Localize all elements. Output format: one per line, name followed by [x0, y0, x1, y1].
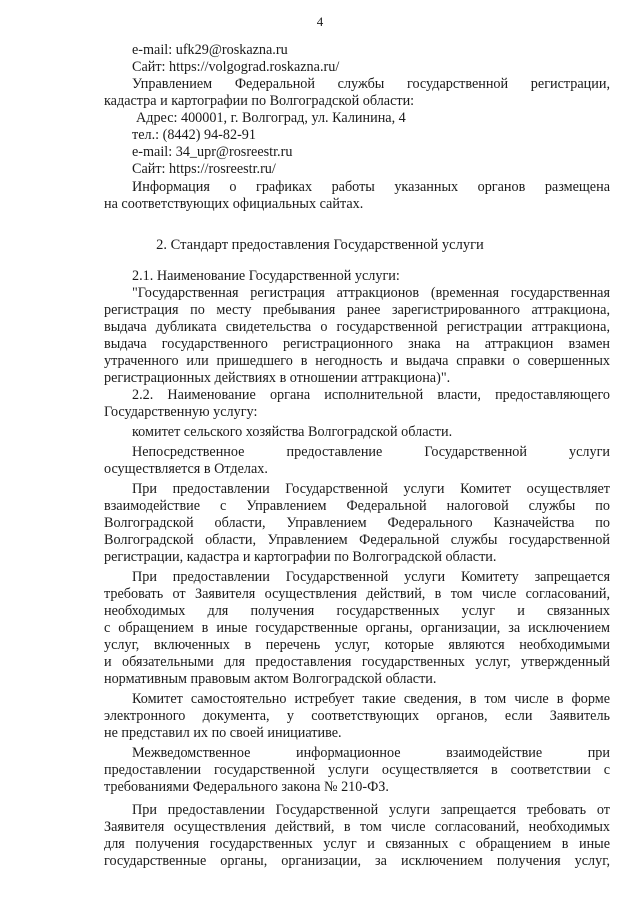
text-line: выдача дубликата свидетельства о государственной регистрации аттракциона, — [104, 319, 610, 335]
text-line: выдача государственного регистрационного знака на аттракцион взамен — [104, 336, 610, 352]
text-line: нормативным правовым актом Волгоградской области. — [104, 671, 437, 687]
text-line: предоставлении государственной услуги осуществляется в соответствии с — [104, 762, 610, 778]
text-line: требованиями Федерального закона № 210-ФЗ. — [104, 779, 389, 795]
text-line: необходимых для получения государственных услуг и связанных — [104, 603, 610, 619]
text-line: Государственную услугу: — [104, 404, 258, 420]
text-line: Управлением Федеральной службы государственной регистрации, — [132, 76, 610, 92]
text-line: 2.2. Наименование органа исполнительной власти, предоставляющего — [132, 387, 610, 403]
text-line: регистрация по месту пребывания ранее зарегистрированного аттракциона, — [104, 302, 610, 318]
text-line: не представил их по своей инициативе. — [104, 725, 342, 741]
text-line: Информация о графиках работы указанных органов размещена — [132, 179, 610, 195]
text-line: тел.: (8442) 94-82-91 — [132, 127, 256, 143]
text-line: Сайт: https://rosreestr.ru/ — [132, 161, 276, 177]
text-line: Волгоградской области, Управлением Федеральной службы государственной — [104, 532, 610, 548]
text-line: При предоставлении Государственной услуги запрещается требовать от — [132, 802, 610, 818]
text-line: кадастра и картографии по Волгоградской области: — [104, 93, 415, 109]
text-line: государственные органы, организации, за исключением получения услуг, — [104, 853, 610, 869]
text-line: осуществляется в Отделах. — [104, 461, 268, 477]
text-line: Непосредственное предоставление Государственной услуги — [132, 444, 610, 460]
text-line: электронного документа, у соответствующих органов, если Заявитель — [104, 708, 610, 724]
text-line: Межведомственное информационное взаимодействие при — [132, 745, 610, 761]
text-line: регистрационных действиях в отношении аттракциона)". — [104, 370, 451, 386]
text-line: e-mail: ufk29@roskazna.ru — [132, 42, 288, 58]
text-line: услуг, включенных в перечень услуг, которые являются необходимыми — [104, 637, 610, 653]
text-line: с обращением в иные государственные органы, организации, за исключением — [104, 620, 610, 636]
text-line: Заявителя осуществления действий, в том числе согласований, необходимых — [104, 819, 610, 835]
text-line: утраченного или пришедшего в негодность и выдача справки о совершенных — [104, 353, 610, 369]
text-line: и обязательными для предоставления государственных услуг, утвержденный — [104, 654, 610, 670]
text-line: Комитет самостоятельно истребует такие сведения, в том числе в форме — [132, 691, 610, 707]
text-line: e-mail: 34_upr@rosreestr.ru — [132, 144, 293, 160]
text-line: взаимодействие с Управлением Федеральной налоговой службы по — [104, 498, 610, 514]
text-line: "Государственная регистрация аттракционов (временная государственная — [132, 285, 610, 301]
page-number: 4 — [316, 14, 324, 29]
text-line: Сайт: https://volgograd.roskazna.ru/ — [132, 59, 340, 75]
text-line: на соответствующих официальных сайтах. — [104, 196, 364, 212]
text-line: Волгоградской области, Управлением Федерального Казначейства по — [104, 515, 610, 531]
text-line: Адрес: 400001, г. Волгоград, ул. Калинина, 4 — [136, 110, 406, 126]
text-line: регистрации, кадастра и картографии по Волгоградской области. — [104, 549, 497, 565]
text-line: При предоставлении Государственной услуги Комитету запрещается — [132, 569, 610, 585]
text-line: комитет сельского хозяйства Волгоградской области. — [132, 424, 453, 440]
text-line: При предоставлении Государственной услуги Комитет осуществляет — [132, 481, 610, 497]
text-line: требовать от Заявителя осуществления действий, в том числе согласований, — [104, 586, 610, 602]
section-heading: 2. Стандарт предоставления Государственной услуги — [156, 237, 484, 253]
text-line: для получения государственных услуг и связанных с обращением в иные — [104, 836, 610, 852]
text-line: 2.1. Наименование Государственной услуги: — [132, 268, 400, 284]
